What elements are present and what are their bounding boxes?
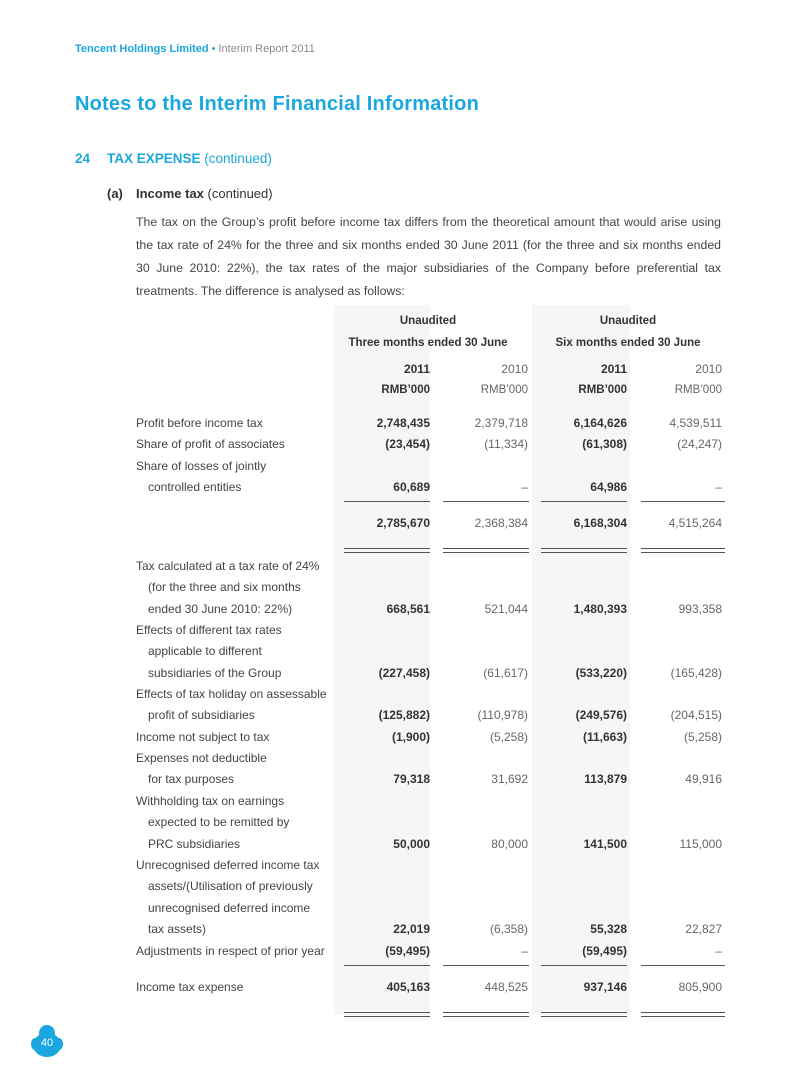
table-cell: 805,900 <box>678 980 722 994</box>
row-label: subsidiaries of the Group <box>148 665 282 680</box>
unit-header: RMB’000 <box>674 384 722 396</box>
table-cell: 60,689 <box>393 480 430 495</box>
table-cell: 115,000 <box>679 836 722 851</box>
table-cell: (59,495) <box>582 944 627 958</box>
unit-header: RMB’000 <box>480 384 528 396</box>
table-cell: 2,748,435 <box>376 416 430 430</box>
table-cell: (5,258) <box>683 730 722 744</box>
subtotal-rule <box>641 501 725 502</box>
table-cell: (165,428) <box>670 665 722 680</box>
shade-column-2011-six <box>532 305 630 1015</box>
row-label: applicable to different <box>148 644 262 659</box>
subtotal-rule <box>344 965 430 966</box>
table-cell: (533,220) <box>575 665 627 680</box>
table-cell: – <box>715 480 722 495</box>
table-cell: 31,692 <box>491 772 528 787</box>
subtotal-rule <box>344 501 430 502</box>
row-label: Effects of different tax rates <box>136 623 282 637</box>
row-label: Adjustments in respect of prior year <box>136 944 325 958</box>
company-name: Tencent Holdings Limited <box>75 43 209 55</box>
total-double-rule <box>443 548 529 553</box>
table-cell: 64,986 <box>590 480 627 495</box>
row-label: assets/(Utilisation of previously <box>148 879 313 894</box>
total-double-rule <box>541 1012 627 1017</box>
year-header: 2010 <box>501 362 528 376</box>
table-cell: (59,495) <box>385 944 430 958</box>
subtotal-rule <box>443 501 529 502</box>
header-separator: • <box>211 43 216 55</box>
table-cell: 4,539,511 <box>669 416 722 430</box>
table-cell: 49,916 <box>685 772 722 787</box>
row-label: Share of losses of jointly <box>136 459 267 473</box>
row-label: profit of subsidiaries <box>148 708 255 723</box>
table-cell: 2,379,718 <box>474 416 528 430</box>
table-cell: (204,515) <box>670 708 722 723</box>
year-header: 2011 <box>600 362 627 376</box>
total-double-rule <box>344 548 430 553</box>
group-period-header: Six months ended 30 June <box>555 337 701 349</box>
row-label: Profit before income tax <box>136 416 263 430</box>
year-header: 2011 <box>403 362 430 376</box>
row-label: Effects of tax holiday on assessable <box>136 687 327 701</box>
table-cell: 448,525 <box>484 980 528 994</box>
table-cell: 993,358 <box>678 601 722 616</box>
table-cell: 80,000 <box>491 836 528 851</box>
group-period-header: Three months ended 30 June <box>348 337 508 349</box>
section-heading <box>75 151 272 166</box>
intro-paragraph: The tax on the Group’s profit before income tax differs from the theoretical amount that would arise using the tax rate of 24% for the three and six months ended 30 June 2011 (for the three and six months ended 30 June 2010: 22%), the tax rates of the major subsidiaries of the Company before preferential tax treatments. The difference is analysed as follows: <box>136 215 721 298</box>
shade-column-2011-three <box>334 305 430 1015</box>
table-cell: – <box>521 944 528 958</box>
subtotal-rule <box>541 965 627 966</box>
table-cell: 22,827 <box>685 921 722 936</box>
unit-header: RMB’000 <box>578 384 627 396</box>
table-cell: 2,368,384 <box>474 516 528 530</box>
row-label: Unrecognised deferred income tax <box>136 858 320 872</box>
table-cell: (23,454) <box>385 437 430 451</box>
row-label: Share of profit of associates <box>136 437 285 451</box>
row-label: controlled entities <box>148 480 242 495</box>
table-cell: (11,334) <box>484 437 528 451</box>
subsection-title: Income tax <box>136 186 204 201</box>
group-status-header: Unaudited <box>399 315 457 327</box>
report-name: Interim Report 2011 <box>218 43 315 55</box>
table-cell: (125,882) <box>378 708 430 723</box>
total-double-rule <box>641 1012 725 1017</box>
total-double-rule <box>541 548 627 553</box>
row-label: Tax calculated at a tax rate of 24% <box>136 559 320 573</box>
table-cell: 668,561 <box>386 601 430 616</box>
unit-header: RMB’000 <box>381 384 430 396</box>
row-label: Withholding tax on earnings <box>136 794 285 808</box>
total-double-rule <box>443 1012 529 1017</box>
table-cell: (6,358) <box>489 921 528 936</box>
row-label: PRC subsidiaries <box>148 836 241 851</box>
table-cell: (249,576) <box>575 708 627 723</box>
section-title: TAX EXPENSE <box>107 151 201 166</box>
page-number: 40 <box>40 1037 54 1049</box>
section-suffix: (continued) <box>204 151 272 166</box>
table-cell: 4,515,264 <box>668 516 722 530</box>
table-cell: (24,247) <box>677 437 722 451</box>
table-cell: 79,318 <box>393 772 430 787</box>
table-cell: 6,168,304 <box>573 516 627 530</box>
row-label: Income tax expense <box>136 980 244 994</box>
table-cell: 55,328 <box>590 921 627 936</box>
section-number: 24 <box>75 151 91 166</box>
table-cell: 521,044 <box>484 601 528 616</box>
table-cell: 141,500 <box>583 836 627 851</box>
row-label: (for the three and six months <box>148 580 301 595</box>
subsection-heading <box>107 186 273 201</box>
row-label: Expenses not deductible <box>136 751 267 765</box>
subsection-suffix: (continued) <box>207 186 273 201</box>
table-cell: (1,900) <box>391 730 430 744</box>
subtotal-rule <box>443 965 529 966</box>
row-label: ended 30 June 2010: 22%) <box>148 601 293 616</box>
table-cell: 937,146 <box>583 980 627 994</box>
row-label: expected to be remitted by <box>148 815 290 830</box>
row-label: Income not subject to tax <box>136 730 270 744</box>
table-cell: (61,617) <box>483 665 528 680</box>
table-cell: 6,164,626 <box>573 416 627 430</box>
row-label: unrecognised deferred income <box>148 900 311 915</box>
year-header: 2010 <box>695 362 722 376</box>
page-title: Notes to the Interim Financial Information <box>75 93 479 115</box>
table-cell: 2,785,670 <box>376 516 430 530</box>
table-cell: (227,458) <box>378 665 430 680</box>
table-cell: (61,308) <box>582 437 627 451</box>
subtotal-rule <box>541 501 627 502</box>
subsection-letter: (a) <box>107 186 123 201</box>
table-cell: 1,480,393 <box>573 601 627 616</box>
running-header <box>75 43 315 55</box>
total-double-rule <box>344 1012 430 1017</box>
table-cell: (110,978) <box>477 708 528 723</box>
row-label: tax assets) <box>148 921 207 936</box>
table-cell: (11,663) <box>582 730 627 744</box>
table-cell: – <box>715 944 722 958</box>
table-cell: 50,000 <box>393 836 430 851</box>
row-label: for tax purposes <box>148 772 235 787</box>
table-cell: – <box>521 480 528 495</box>
group-status-header: Unaudited <box>599 315 657 327</box>
table-cell: (5,258) <box>489 730 528 744</box>
table-cell: 22,019 <box>393 921 430 936</box>
subtotal-rule <box>641 965 725 966</box>
table-cell: 113,879 <box>584 772 627 787</box>
total-double-rule <box>641 548 725 553</box>
table-cell: 405,163 <box>386 980 430 994</box>
